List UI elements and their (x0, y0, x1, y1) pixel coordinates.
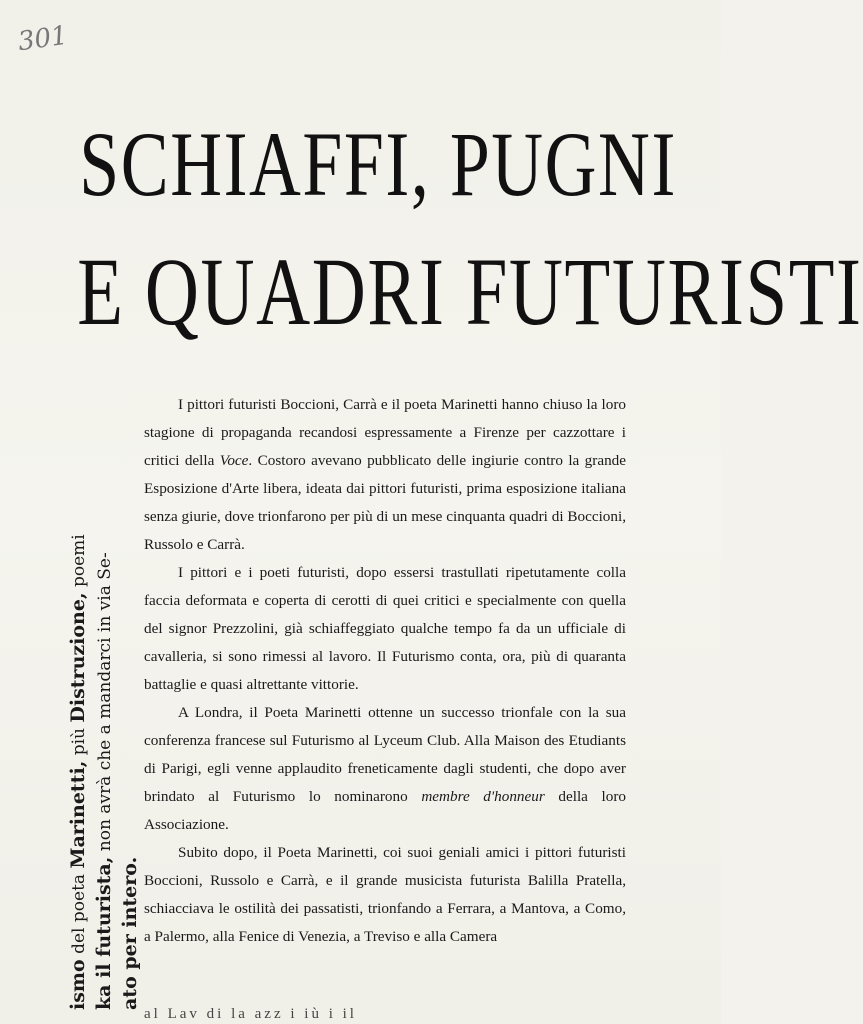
title-line-2: E QUADRI FUTURISTI (77, 238, 863, 345)
article-body (144, 391, 626, 951)
paragraph-4: Subito dopo, il Poeta Marinetti, coi suoi geniali amici i pittori futuristi Boccioni, Russolo e Carrà, e il grande musicista futurista Balilla Pratella, schiacciava le ostilità dei passatisti, trionfando a Ferrara, a Mantova, a Como, a Palermo, alla Fenice di Venezia, a Treviso e alla Camera (144, 844, 626, 945)
paragraph-2: I pittori e i poeti futuristi, dopo essersi trastullati ripetutamente colla faccia deformata e coperta di cerotti di quei critici e specialmente con quella del signor Prezzolini, già schiaffeggiato qualche tempo fa da un ufficiale di cavalleria, si sono rimessi al lavoro. Il Futurismo conta, ora, più di quaranta battaglie e quasi altrettante vittorie. (144, 564, 626, 693)
sidebar-line-2: ka il futurista, non avrà che a mandarci in via Se- (93, 552, 115, 1010)
paragraph-3: A Londra, il Poeta Marinetti ottenne un successo trionfale con la sua conferenza francese sul Futurismo al Lyceum Club. Alla Maison des Etudiants di Parigi, egli venne applaudito freneticamente dagli studenti, che dopo aver brindato al Futurismo lo nominarono membre d'honneur della loro Associazione. (144, 704, 626, 833)
title-line-1: SCHIAFFI, PUGNI (79, 113, 677, 215)
handwritten-margin-note: 301 (16, 20, 70, 58)
sidebar-line-3: ato per intero. (119, 856, 141, 1010)
cut-off-line: al Lav di la azz i iù i il (144, 1006, 357, 1022)
paragraph-1: I pittori futuristi Boccioni, Carrà e il poeta Marinetti hanno chiuso la loro stagione di propaganda recandosi espressamente a Firenze per cazzottare i critici della Voce. Costoro avevano pubblicato delle ingiurie contro la grande Esposizione d'Arte libera, ideata dai pittori futuristi, prima esposizione italiana senza giurie, dove trionfarono per più di un mese cinquanta quadri di Boccioni, Russolo e Carrà. (144, 396, 627, 553)
sidebar-line-1: ismo del poeta Marinetti, più Distruzione, poemi (67, 534, 89, 1010)
vertical-sidebar-text (66, 450, 144, 1010)
